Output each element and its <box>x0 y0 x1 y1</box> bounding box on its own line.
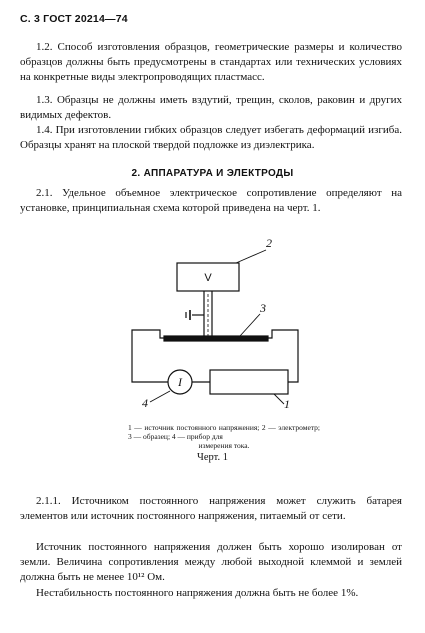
left-electrode <box>132 330 168 382</box>
paragraph-1-2: 1.2. Способ изготовления образцов, геометрические размеры и количество образцов должны быть предусмотрены в стандартах или технических условиях на конкретные виды электропроводящих пластмасс. <box>20 41 402 83</box>
paragraph-source-insulation: Источник постоянного напряжения должен быть хорошо изолирован от земли. Величина сопротивления между любой выходной клеммой и землей должна быть не менее 10¹² Ом. <box>20 541 402 583</box>
circuit-diagram <box>120 232 320 410</box>
paragraph-1-3: 1.3. Образцы не должны иметь вздутий, трещин, сколов, раковин и других видимых дефектов. <box>20 94 402 121</box>
callout-1-leader <box>274 394 284 404</box>
sample-plate <box>164 336 268 341</box>
electrometer-label: V <box>204 272 212 284</box>
callout-2: 2 <box>266 236 272 250</box>
figure-legend <box>128 423 320 450</box>
callout-4-leader <box>150 391 170 402</box>
callout-1: 1 <box>284 397 290 410</box>
ammeter-label: I <box>178 375 182 389</box>
voltage-source-box <box>210 370 288 394</box>
callout-3-leader <box>240 314 260 336</box>
legend-main: 1 — источник постоянного напряжения; 2 — электрометр; 3 — образец; 4 — прибор для <box>128 423 320 441</box>
callout-4: 4 <box>142 396 148 410</box>
legend-tail: измерения тока. <box>198 441 250 450</box>
page-header: С. 3 ГОСТ 20214—74 <box>20 13 128 25</box>
section-title: 2. АППАРАТУРА И ЭЛЕКТРОДЫ <box>131 168 294 179</box>
figure-caption: Черт. 1 <box>197 452 228 463</box>
paragraph-1-4: 1.4. При изготовлении гибких образцов следует избегать деформаций изгиба. Образцы хранят на плоской твердой подложке из диэлектрика. <box>20 124 402 151</box>
paragraph-2-1: 2.1. Удельное объемное электрическое сопротивление определяют на установке, принципиальная схема которой приведена на черт. 1. <box>20 187 402 214</box>
right-electrode <box>268 330 298 382</box>
paragraph-instability: Нестабильность постоянного напряжения должна быть не более 1%. <box>36 587 359 599</box>
callout-3: 3 <box>260 301 266 315</box>
paragraph-2-1-1: 2.1.1. Источником постоянного напряжения может служить батарея элементов или источник постоянного напряжения, питаемый от сети. <box>20 495 402 522</box>
callout-2-leader <box>236 250 266 263</box>
